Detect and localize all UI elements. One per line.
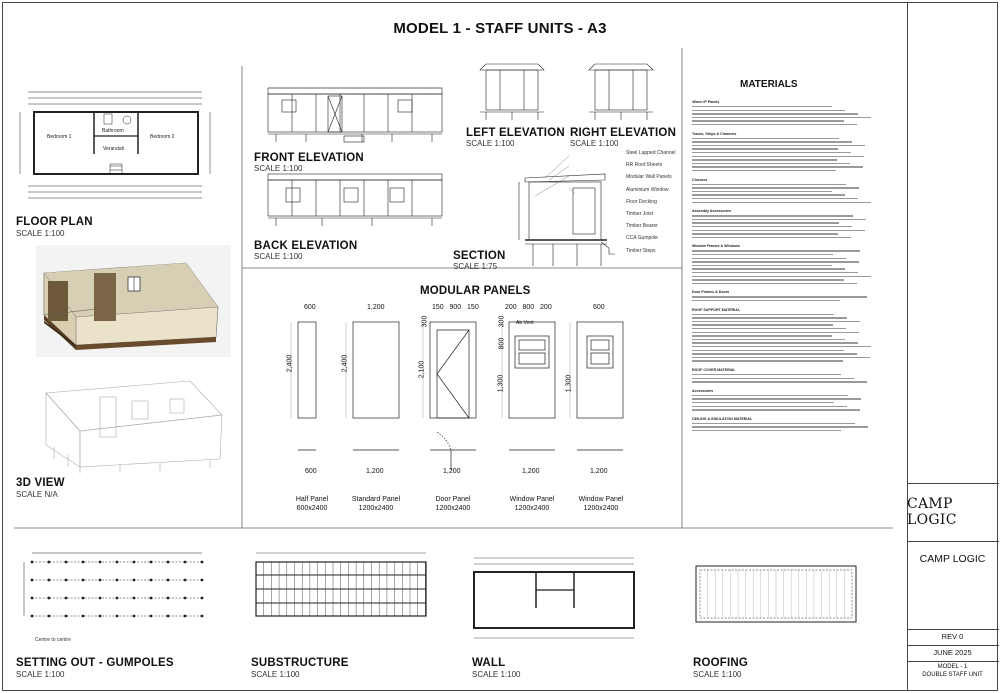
materials-line-item bbox=[692, 265, 832, 266]
substructure-scale: SCALE 1:100 bbox=[251, 670, 300, 679]
panel-5-top-dim: 600 bbox=[593, 304, 605, 311]
panel-5-bottom-dim: 1,200 bbox=[590, 468, 608, 475]
materials-line-item bbox=[692, 268, 845, 269]
materials-line-item bbox=[692, 187, 859, 188]
materials-line-item bbox=[692, 261, 859, 262]
materials-line-item bbox=[692, 226, 852, 227]
gumpole-marker bbox=[82, 579, 85, 582]
panel-1-caption: Half Panel 600x2400 bbox=[295, 496, 329, 512]
materials-line-item bbox=[692, 222, 839, 223]
modular-panels-title: MODULAR PANELS bbox=[420, 285, 531, 297]
front-elevation-scale: SCALE 1:100 bbox=[254, 164, 303, 173]
setting-out-label: SETTING OUT - GUMPOLES bbox=[16, 657, 174, 669]
materials-line-item bbox=[692, 113, 858, 114]
materials-line-item bbox=[692, 430, 841, 431]
3d-view-scale: SCALE N/A bbox=[16, 490, 58, 499]
panel-3-height: 2,100 bbox=[418, 360, 426, 379]
gumpole-marker bbox=[184, 615, 187, 618]
materials-section-title: Closures bbox=[692, 177, 708, 182]
materials-line-item bbox=[692, 332, 859, 333]
gumpole-marker bbox=[48, 597, 51, 600]
materials-list bbox=[692, 100, 892, 495]
wall-drawing bbox=[466, 548, 666, 648]
materials-line-item bbox=[692, 230, 865, 231]
panel-door-top-dim: 300 bbox=[421, 315, 429, 328]
materials-heading: MATERIALS bbox=[740, 79, 798, 90]
panel-2-bottom-dim: 1,200 bbox=[366, 468, 384, 475]
materials-line-item bbox=[692, 321, 860, 322]
materials-line-item bbox=[692, 117, 871, 118]
materials-line-item bbox=[692, 279, 844, 280]
revision: REV 0 bbox=[941, 632, 964, 641]
materials-line-item bbox=[692, 215, 853, 216]
materials-line-item bbox=[692, 423, 855, 424]
panel-4-bottom-dim: 1,200 bbox=[522, 468, 540, 475]
materials-line-item bbox=[692, 395, 848, 396]
materials-line-item bbox=[692, 198, 858, 199]
materials-line-item bbox=[692, 148, 838, 149]
room-bedroom-1: Bedroom 1 bbox=[47, 134, 72, 140]
gumpole-marker bbox=[150, 597, 153, 600]
materials-line-item bbox=[692, 124, 857, 125]
front-elevation-drawing bbox=[262, 84, 448, 150]
materials-line-item bbox=[692, 254, 833, 255]
gumpole-marker bbox=[48, 579, 51, 582]
materials-line-item bbox=[692, 233, 838, 234]
materials-line-item bbox=[692, 381, 867, 382]
gumpole-marker bbox=[150, 561, 153, 564]
section-drawing bbox=[505, 146, 617, 272]
materials-line-item bbox=[692, 138, 839, 139]
panel-3-caption: Door Panel 1200x2400 bbox=[435, 496, 471, 512]
gumpole-marker bbox=[167, 615, 170, 618]
panel-3-top-dim: 150 900 150 bbox=[432, 304, 479, 311]
panel-1-top-dim: 600 bbox=[304, 304, 316, 311]
panel-1-height: 2,400 bbox=[286, 354, 294, 373]
materials-section-title: 40mm IP Panels bbox=[692, 100, 720, 104]
materials-section-title: ROOF SUPPORT MATERIAL bbox=[692, 307, 741, 312]
section-notes: Steel Lapped Channel RR Roof Sheets Modular Wall Panels Aluminium Window Floor Decking Timber Joist Timber Bearer CCA Gumpole Timber Steps bbox=[626, 150, 676, 254]
materials-line-item bbox=[692, 250, 860, 251]
gumpole-marker bbox=[48, 561, 51, 564]
right-elevation-drawing bbox=[585, 60, 657, 126]
gumpole-marker bbox=[65, 579, 68, 582]
gumpole-marker bbox=[201, 597, 204, 600]
materials-line-item bbox=[692, 219, 866, 220]
gumpole-marker bbox=[99, 561, 102, 564]
materials-section-title: CEILING & INSULATION MATERIAL bbox=[692, 416, 753, 421]
materials-line-item bbox=[692, 350, 844, 351]
gumpole-marker bbox=[133, 597, 136, 600]
room-verandah: Verandah bbox=[103, 146, 125, 152]
model-description: MODEL - 1 DOUBLE STAFF UNIT bbox=[922, 664, 983, 678]
panel-1-bottom-dim: 600 bbox=[305, 468, 317, 475]
materials-line-item bbox=[692, 184, 846, 185]
gumpole-marker bbox=[82, 615, 85, 618]
materials-line-item bbox=[692, 272, 858, 273]
gumpole-marker bbox=[31, 597, 34, 600]
floor-plan-scale: SCALE 1:100 bbox=[16, 229, 65, 238]
materials-line-item bbox=[692, 166, 863, 167]
materials-line-item bbox=[692, 296, 867, 297]
materials-section-title: Door Frames & Doors bbox=[692, 290, 730, 295]
materials-line-item bbox=[692, 202, 871, 203]
panel-5-height: 1,300 bbox=[565, 374, 573, 393]
materials-line-item bbox=[692, 141, 852, 142]
panel-3-bottom-dim: 1,200 bbox=[443, 468, 461, 475]
panel-4-height: 1,300 bbox=[497, 374, 505, 393]
setting-out-drawing bbox=[18, 548, 218, 648]
gumpole-marker bbox=[65, 615, 68, 618]
materials-line-item bbox=[692, 110, 845, 111]
materials-line-item bbox=[692, 335, 832, 336]
materials-line-item bbox=[692, 258, 846, 259]
materials-line-item bbox=[692, 342, 858, 343]
materials-line-item bbox=[692, 409, 860, 410]
materials-line-item bbox=[692, 398, 861, 399]
materials-line-item bbox=[692, 163, 850, 164]
section-label: SECTION bbox=[453, 250, 506, 262]
substructure-drawing bbox=[242, 548, 442, 648]
gumpole-marker bbox=[167, 561, 170, 564]
materials-section-title: ROOF COVER MATERIAL bbox=[692, 368, 736, 372]
gumpole-marker bbox=[201, 579, 204, 582]
gumpole-marker bbox=[116, 615, 119, 618]
materials-line-item bbox=[692, 237, 851, 238]
gumpole-marker bbox=[201, 561, 204, 564]
materials-line-item bbox=[692, 283, 857, 284]
materials-line-item bbox=[692, 156, 864, 157]
gumpole-marker bbox=[116, 561, 119, 564]
floor-plan-label: FLOOR PLAN bbox=[16, 216, 93, 228]
back-elevation-drawing bbox=[262, 170, 448, 232]
gumpole-marker bbox=[65, 561, 68, 564]
materials-line-item bbox=[692, 276, 871, 277]
materials-line-item bbox=[692, 194, 845, 195]
materials-line-item bbox=[692, 106, 832, 107]
gumpole-marker bbox=[150, 615, 153, 618]
roofing-scale: SCALE 1:100 bbox=[693, 670, 742, 679]
left-elevation-drawing bbox=[476, 60, 548, 126]
right-elevation-label: RIGHT ELEVATION bbox=[570, 127, 677, 139]
materials-line-item bbox=[692, 353, 857, 354]
back-elevation-scale: SCALE 1:100 bbox=[254, 252, 303, 261]
floor-plan-drawing bbox=[14, 86, 224, 211]
gumpole-marker bbox=[82, 597, 85, 600]
wall-scale: SCALE 1:100 bbox=[472, 670, 521, 679]
gumpole-marker bbox=[150, 579, 153, 582]
page-title: MODEL 1 - STAFF UNITS - A3 bbox=[393, 20, 607, 37]
panel-window-mid-dim: 800 bbox=[498, 337, 506, 350]
panel-4-top-dim: 200 800 200 bbox=[505, 304, 552, 311]
materials-section-title: Window Frames & Windows bbox=[692, 244, 740, 249]
gumpole-marker bbox=[65, 597, 68, 600]
gumpole-marker bbox=[133, 615, 136, 618]
materials-line-item bbox=[692, 317, 847, 318]
panel-4-vent-tag: Ab Vent bbox=[516, 320, 534, 326]
back-elevation-label: BACK ELEVATION bbox=[254, 240, 358, 252]
materials-line-item bbox=[692, 426, 868, 427]
panel-4-caption: Window Panel 1200x2400 bbox=[509, 496, 555, 512]
panel-2-top-dim: 1,200 bbox=[367, 304, 385, 311]
left-elevation-scale: SCALE 1:100 bbox=[466, 139, 515, 148]
room-bathroom: Bathroom bbox=[102, 128, 124, 134]
materials-line-item bbox=[692, 346, 871, 347]
3d-render bbox=[36, 245, 231, 357]
room-bedroom-2: Bedroom 2 bbox=[150, 134, 175, 140]
materials-line-item bbox=[692, 324, 833, 325]
roofing-label: ROOFING bbox=[693, 657, 749, 669]
panel-window-top-dim: 300 bbox=[498, 315, 506, 328]
roofing-drawing bbox=[690, 556, 870, 646]
gumpole-marker bbox=[48, 615, 51, 618]
materials-line-item bbox=[692, 339, 845, 340]
right-elevation-scale: SCALE 1:100 bbox=[570, 139, 619, 148]
section-scale: SCALE 1:75 bbox=[453, 262, 498, 271]
substructure-label: SUBSTRUCTURE bbox=[251, 657, 349, 669]
company-logo: CAMP LOGIC bbox=[907, 496, 957, 528]
materials-line-item bbox=[692, 406, 847, 407]
gumpole-marker bbox=[31, 561, 34, 564]
materials-line-item bbox=[692, 145, 865, 146]
materials-line-item bbox=[692, 191, 832, 192]
gumpole-marker bbox=[31, 579, 34, 582]
gumpole-marker bbox=[99, 615, 102, 618]
materials-line-item bbox=[692, 314, 834, 315]
materials-line-item bbox=[692, 300, 840, 301]
gumpole-marker bbox=[99, 579, 102, 582]
issue-date: JUNE 2025 bbox=[933, 648, 972, 657]
gumpole-marker bbox=[167, 579, 170, 582]
materials-line-item bbox=[692, 357, 870, 358]
materials-section-title: Assembly Accessories bbox=[692, 209, 732, 214]
gumpole-marker bbox=[184, 579, 187, 582]
company-name: CAMP LOGIC bbox=[919, 553, 986, 565]
gumpole-marker bbox=[184, 561, 187, 564]
materials-line-item bbox=[692, 120, 844, 121]
materials-line-item bbox=[692, 360, 843, 361]
materials-line-item bbox=[692, 328, 846, 329]
materials-line-item bbox=[692, 170, 836, 171]
materials-line-item bbox=[692, 378, 854, 379]
panel-5-caption: Window Panel 1200x2400 bbox=[578, 496, 624, 512]
gumpole-marker bbox=[133, 579, 136, 582]
setting-out-note: Centre to centre bbox=[35, 637, 71, 643]
title-block bbox=[907, 2, 998, 691]
gumpole-marker bbox=[201, 615, 204, 618]
gumpole-marker bbox=[133, 561, 136, 564]
materials-line-item bbox=[692, 159, 837, 160]
gumpole-marker bbox=[82, 561, 85, 564]
3d-wireframe bbox=[40, 375, 230, 475]
panel-2-height: 2,400 bbox=[341, 354, 349, 373]
3d-view-label: 3D VIEW bbox=[16, 477, 65, 489]
materials-line-item bbox=[692, 402, 834, 403]
setting-out-scale: SCALE 1:100 bbox=[16, 670, 65, 679]
gumpole-marker bbox=[167, 597, 170, 600]
wall-label: WALL bbox=[472, 657, 506, 669]
modular-panels-drawing bbox=[245, 300, 680, 485]
materials-section-title: Tracks, Strips & Channels bbox=[692, 131, 737, 136]
gumpole-marker bbox=[116, 597, 119, 600]
materials-line-item bbox=[692, 152, 851, 153]
gumpole-marker bbox=[99, 597, 102, 600]
materials-section-title: Accessories bbox=[692, 388, 714, 393]
left-elevation-label: LEFT ELEVATION bbox=[466, 127, 565, 139]
materials-line-item bbox=[692, 374, 841, 375]
gumpole-marker bbox=[184, 597, 187, 600]
front-elevation-label: FRONT ELEVATION bbox=[254, 152, 364, 164]
gumpole-marker bbox=[31, 615, 34, 618]
gumpole-marker bbox=[116, 579, 119, 582]
panel-2-caption: Standard Panel 1200x2400 bbox=[351, 496, 401, 512]
